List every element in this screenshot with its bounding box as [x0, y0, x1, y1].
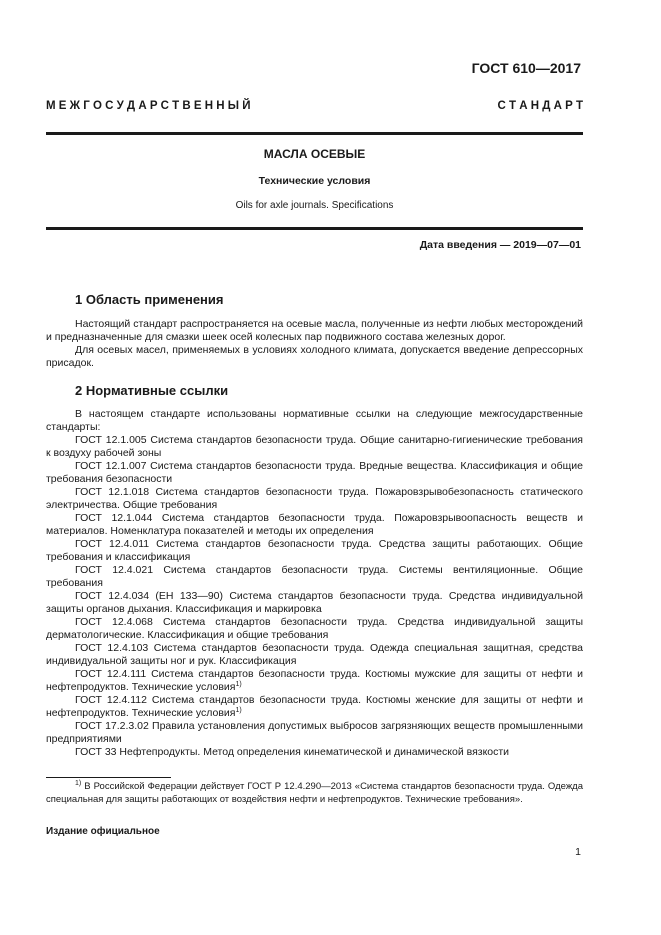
footnote-paragraph [46, 780, 583, 806]
effective-date: Дата введения — 2019—07—01 [419, 239, 581, 251]
page-number: 1 [575, 846, 581, 858]
reference-item: ГОСТ 12.4.034 (ЕН 133—90) Система стандартов безопасности труда. Средства индивидуальной защиты органов дыхания. Классификация и маркировка [46, 590, 583, 615]
banner-right: С Т А Н Д А Р Т [497, 100, 583, 112]
reference-item: ГОСТ 12.1.007 Система стандартов безопасности труда. Вредные вещества. Классификация и общие требования безопасности [46, 460, 583, 485]
reference-item: ГОСТ 12.4.068 Система стандартов безопасности труда. Средства индивидуальной защиты дерматологические. Классификация и общие требования [46, 616, 583, 641]
reference-item: ГОСТ 12.4.021 Система стандартов безопасности труда. Системы вентиляционные. Общие требования [46, 564, 583, 589]
footnote-marker: 1) [235, 707, 242, 714]
footnote [46, 780, 583, 806]
section-1-paragraph-1: Настоящий стандарт распространяется на осевые масла, полученные из нефти любых месторождений и предназначенные для смазки шеек осей колесных пар подвижного состава железных дорог. [46, 318, 583, 343]
reference-item: ГОСТ 33 Нефтепродукты. Метод определения кинематической и динамической вязкости [75, 746, 510, 758]
document-subtitle: Технические условия [258, 175, 371, 187]
reference-item-with-footnote [46, 694, 583, 720]
footnote-rule [46, 777, 171, 778]
section-1-heading: 1 Область применения [75, 292, 224, 307]
section-2-body [46, 408, 583, 759]
reference-item: ГОСТ 12.1.005 Система стандартов безопасности труда. Общие санитарно-гигиенические требования к воздуху рабочей зоны [46, 434, 583, 459]
footnote-marker: 1) [75, 780, 82, 787]
reference-item: ГОСТ 12.4.011 Система стандартов безопасности труда. Средства защиты работающих. Общие требования и классификация [46, 538, 583, 563]
document-title: МАСЛА ОСЕВЫЕ [263, 147, 366, 161]
edition-label: Издание официальное [46, 826, 160, 837]
reference-item: ГОСТ 17.2.3.02 Правила установления допустимых выбросов загрязняющих веществ промышленными предприятиями [46, 720, 583, 745]
reference-text: ГОСТ 12.4.111 Система стандартов безопасности труда. Костюмы мужские для защиты от нефти и нефтепродуктов. Технические условия [46, 668, 583, 693]
reference-item: ГОСТ 12.1.044 Система стандартов безопасности труда. Пожаровзрывоопасность веществ и материалов. Номенклатура показателей и методы их определения [46, 512, 583, 537]
top-rule [46, 132, 583, 135]
section-1-body [46, 318, 583, 370]
title-rule [46, 227, 583, 230]
reference-item: ГОСТ 12.4.103 Система стандартов безопасности труда. Одежда специальная защитная, средства индивидуальной защиты ног и рук. Классификация [46, 642, 583, 667]
document-code: ГОСТ 610—2017 [471, 60, 581, 76]
reference-item: ГОСТ 12.1.018 Система стандартов безопасности труда. Пожаровзрывобезопасность статического электричества. Общие требования [46, 486, 583, 511]
footnote-marker: 1) [235, 681, 242, 688]
reference-text: ГОСТ 12.4.112 Система стандартов безопасности труда. Костюмы женские для защиты от нефти и нефтепродуктов. Технические условия [46, 694, 583, 719]
section-2-heading: 2 Нормативные ссылки [75, 383, 229, 398]
banner-left: М Е Ж Г О С У Д А Р С Т В Е Н Н Ы Й [46, 100, 251, 112]
section-1-paragraph-2: Для осевых масел, применяемых в условиях холодного климата, допускается введение депрессорных присадок. [46, 344, 583, 369]
footnote-text: В Российской Федерации действует ГОСТ Р 12.4.290—2013 «Система стандартов безопасности труда. Одежда специальная для защиты работающих от воздействия нефти и нефтепродуктов. Технические требования». [46, 781, 583, 805]
english-title: Oils for axle journals. Specifications [235, 200, 394, 211]
section-2-intro: В настоящем стандарте использованы нормативные ссылки на следующие межгосударственные стандарты: [46, 408, 583, 433]
standard-banner [46, 100, 583, 112]
reference-item-with-footnote [46, 668, 583, 694]
